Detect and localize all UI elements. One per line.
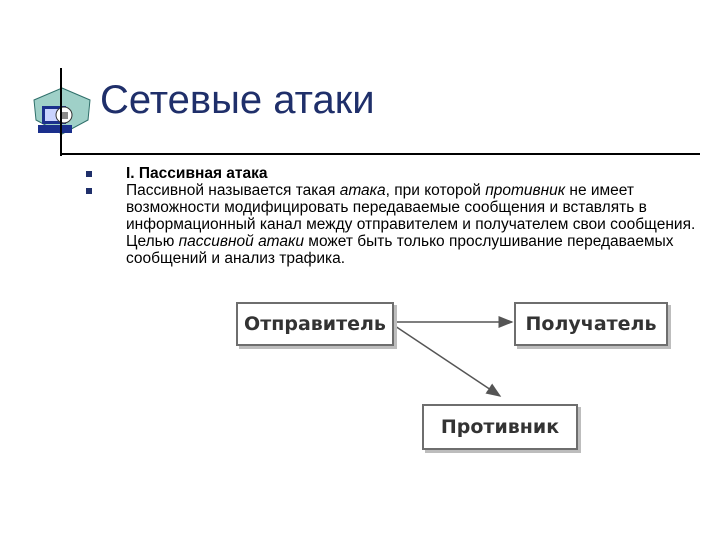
bullet-item <box>86 182 716 267</box>
bullet-square-icon <box>86 171 92 177</box>
bullet-list <box>86 165 716 267</box>
bullet-text: может быть только прослушивание передаваемых сообщений и анализ трафика. <box>126 233 674 267</box>
bullet-square-icon <box>86 188 92 194</box>
bullet-text-italic: пассивной атаки <box>178 233 304 250</box>
bullet-heading: I. Пассивная атака <box>126 165 268 182</box>
adversary-box: Противник <box>422 404 578 450</box>
bullet-text-italic: противник <box>485 182 566 199</box>
computer-security-logo <box>26 68 98 160</box>
bullet-text: не имеет возможности модифицировать передаваемые сообщения и вставлять в информационный канал между отправителем и получателем свои сообщения. Целью <box>126 182 696 250</box>
slide-title: Сетевые атаки <box>100 78 375 122</box>
title-vertical-rule <box>60 68 62 156</box>
sender-to-adversary-arrow <box>392 324 500 396</box>
title-horizontal-rule <box>60 153 700 155</box>
bullet-text: Пассивной называется такая <box>126 182 340 199</box>
passive-attack-diagram <box>228 292 678 472</box>
sender-box: Отправитель <box>236 302 394 346</box>
bullet-item <box>86 165 716 182</box>
bullet-text-italic: атака <box>339 182 386 199</box>
bullet-text: , при которой <box>385 182 486 199</box>
receiver-box: Получатель <box>514 302 668 346</box>
